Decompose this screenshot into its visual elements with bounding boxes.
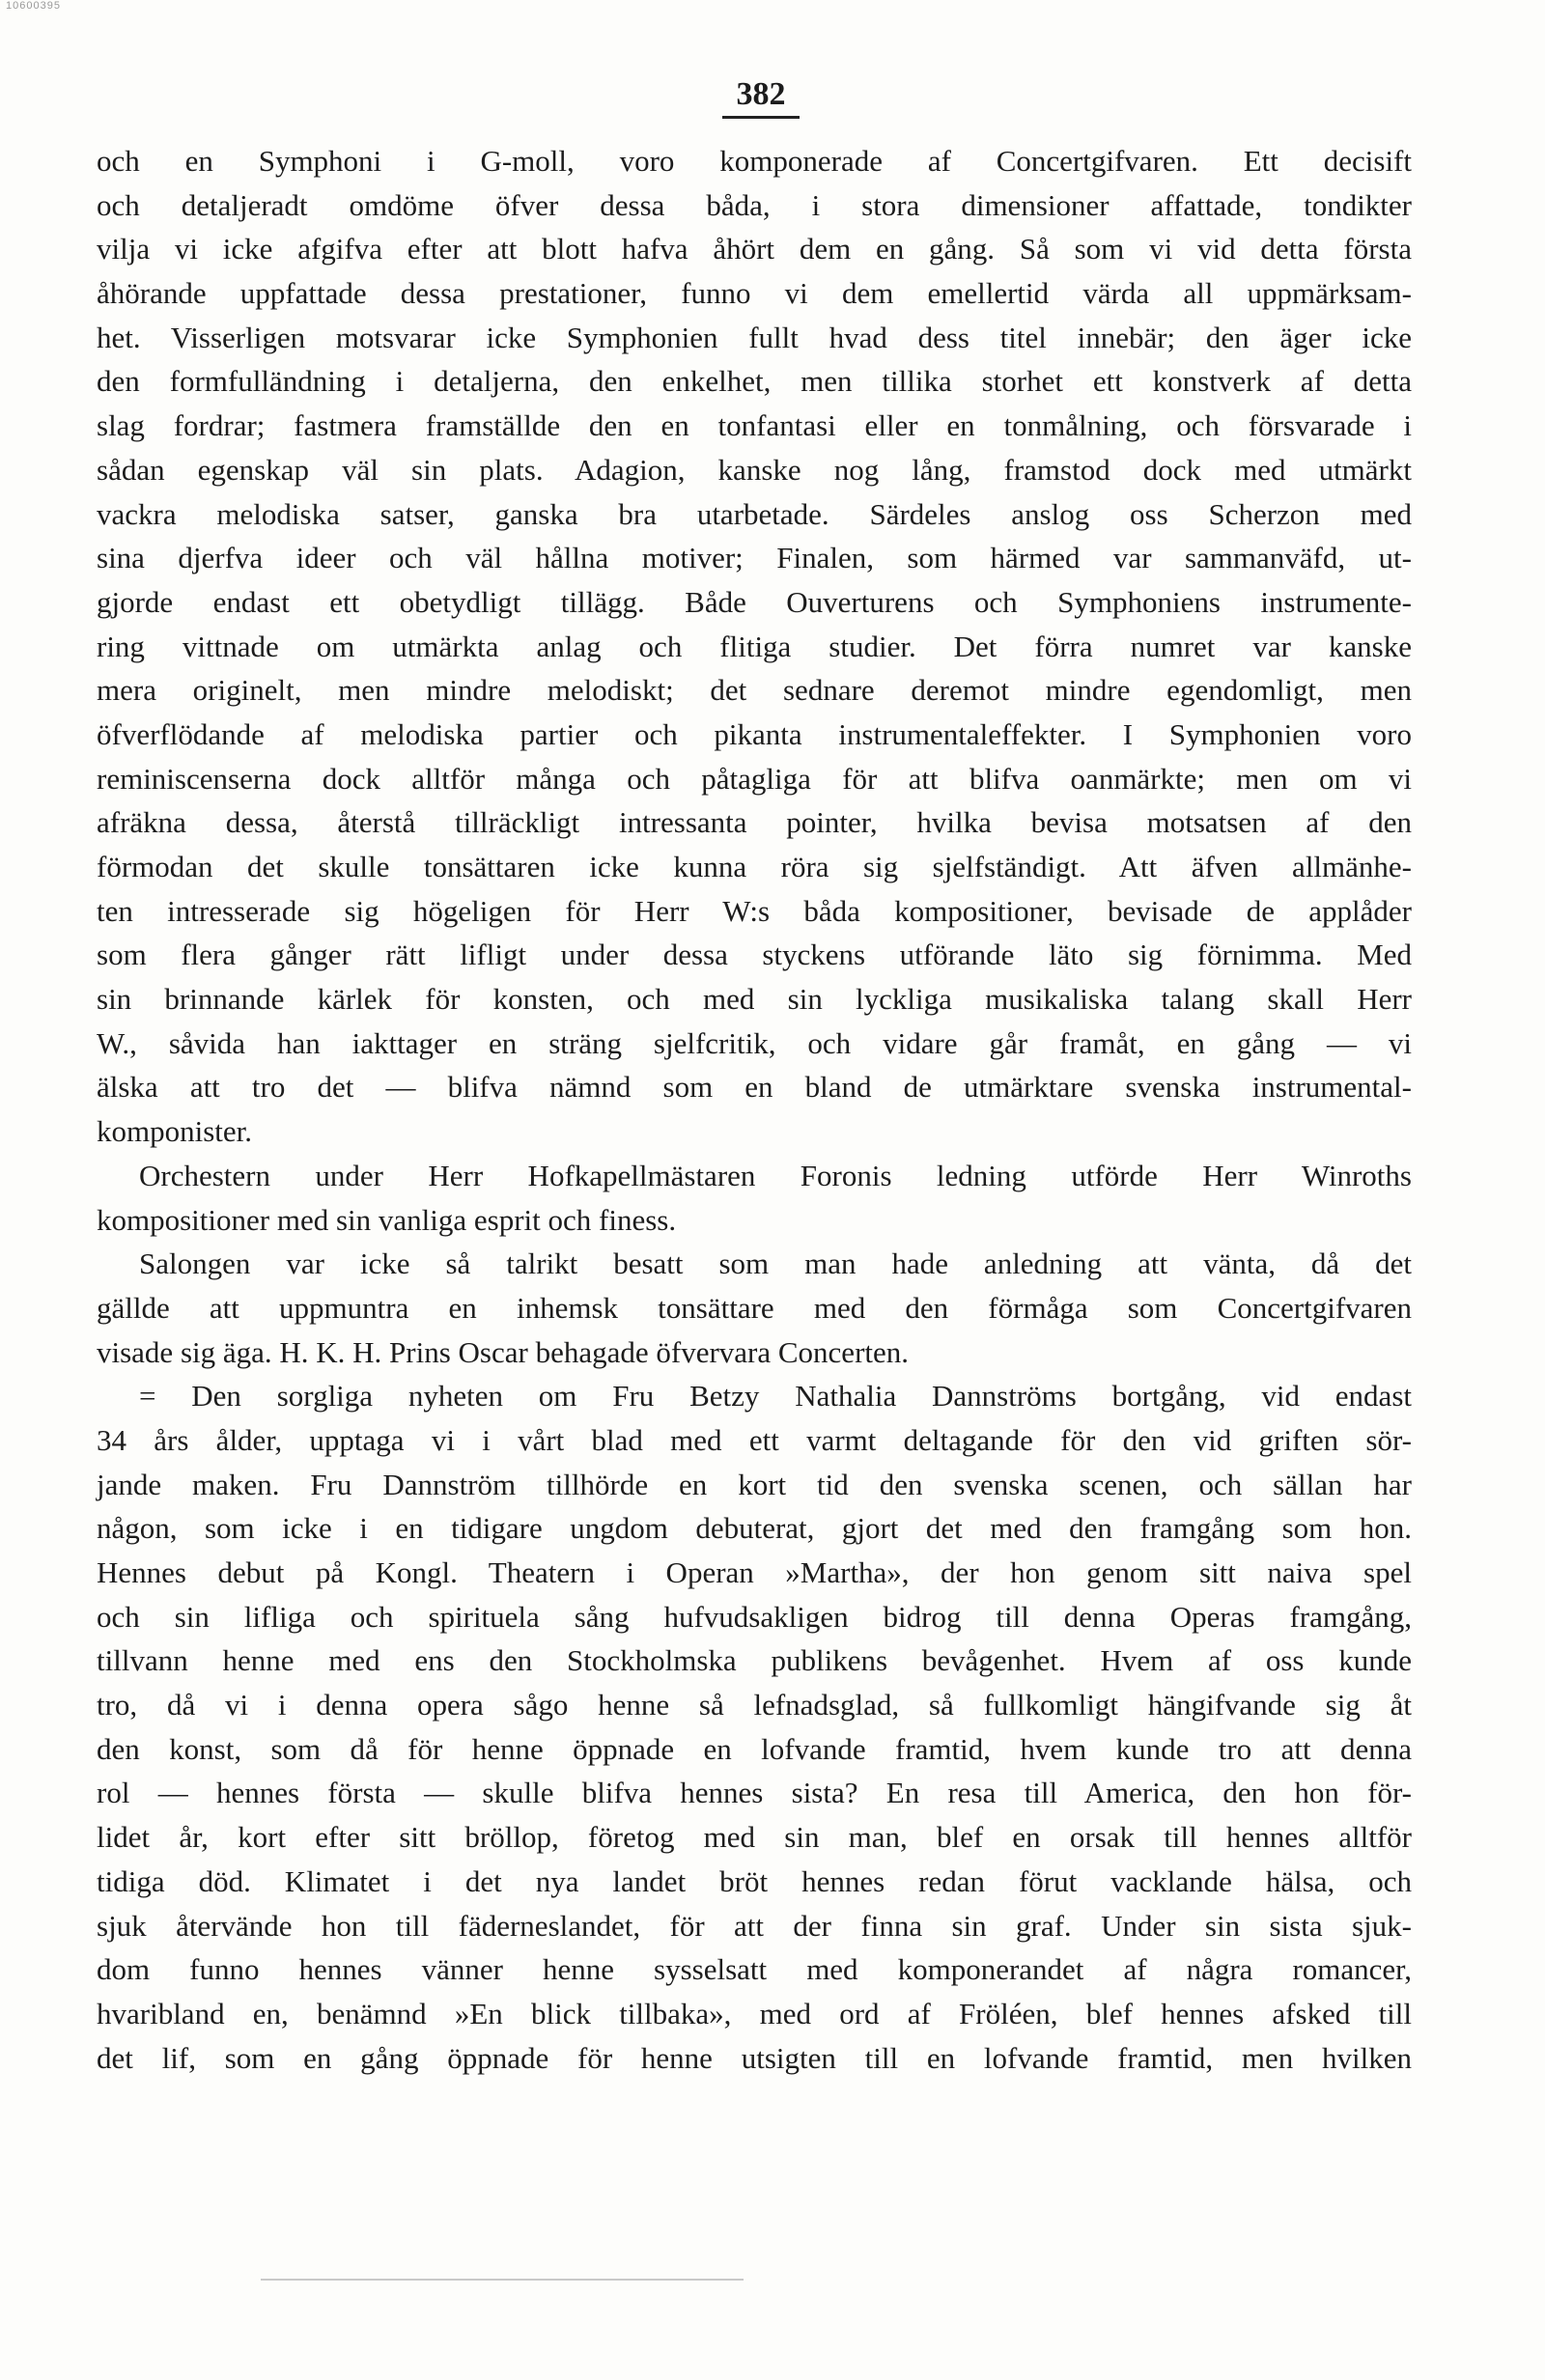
text-line: åhörande uppfattade dessa prestationer, funno vi dem emellertid värda all uppmärksam-: [97, 276, 1412, 311]
text-line: dom funno hennes vänner henne sysselsatt med komponerandet af några romancer,: [97, 1952, 1412, 1987]
text-line: som flera gånger rätt lifligt under dessa styckens utförande läto sig förnimma. Med: [97, 938, 1412, 972]
library-stamp: 10600395: [6, 0, 61, 12]
text-line: tidiga död. Klimatet i det nya landet bröt hennes redan förut vacklande hälsa, och: [97, 1863, 1412, 1898]
text-line: gjorde endast ett obetydligt tillägg. Både Ouverturens och Symphoniens instrumente-: [97, 584, 1412, 619]
text-line: slag fordrar; fastmera framställde den en tonfantasi eller en tonmålning, och försvarade i: [97, 408, 1412, 443]
text-line: gällde att uppmuntra en inhemsk tonsättare med den förmåga som Concertgifvaren: [97, 1290, 1412, 1325]
text-line: förmodan det skulle tonsättaren icke kunna röra sig sjelfständigt. Att äfven allmänhe-: [97, 850, 1412, 883]
text-line: sjuk återvände hon till fäderneslandet, för att der finna sin graf. Under sin sista sjuk-: [97, 1908, 1412, 1943]
text-line: rol — hennes första — skulle blifva hennes sista? En resa till America, den hon för-: [97, 1776, 1412, 1810]
text-line: tillvann henne med ens den Stockholmska publikens bevågenhet. Hvem af oss kunde: [97, 1643, 1412, 1678]
text-line: afräkna dessa, återstå tillräckligt intressanta pointer, hvilka bevisa motsatsen af den: [97, 805, 1412, 840]
text-line: het. Visserligen motsvarar icke Symphonien fullt hvad dess titel innebär; den äger icke: [97, 320, 1412, 354]
footer-rule: [261, 2279, 744, 2281]
text-line: sin brinnande kärlek för konsten, och med sin lyckliga musikaliska talang skall Herr: [97, 982, 1412, 1017]
text-line: och sin lifliga och spirituela sång hufvudsakligen bidrog till denna Operas framgång,: [97, 1599, 1412, 1634]
text-line: vackra melodiska satser, ganska bra utarbetade. Särdeles anslog oss Scherzon med: [97, 496, 1412, 531]
text-line: kompositioner med sin vanliga esprit och finess.: [97, 1202, 677, 1237]
page-number: 382: [722, 75, 800, 119]
text-line: sådan egenskap väl sin plats. Adagion, kanske nog lång, framstod dock med utmärkt: [97, 452, 1412, 487]
text-line: den konst, som då för henne öppnade en lofvande framtid, hvem kunde tro att denna: [97, 1731, 1412, 1766]
text-line: visade sig äga. H. K. H. Prins Oscar behagade öfvervara Concerten.: [97, 1334, 910, 1369]
text-line: och en Symphoni i G-moll, voro komponerade af Concertgifvaren. Ett decisift: [97, 144, 1412, 178]
text-line: Salongen var icke så talrikt besatt som man hade anledning att vänta, då det: [139, 1246, 1412, 1281]
text-line: tro, då vi i denna opera sågo henne så lefnadsglad, så fullkomligt hängifvande sig åt: [97, 1688, 1412, 1722]
text-line: Hennes debut på Kongl. Theatern i Operan »Martha», der hon genom sitt naiva spel: [97, 1555, 1412, 1589]
text-line: det lif, som en gång öppnade för henne utsigten till en lofvande framtid, men hvilken: [97, 2040, 1412, 2075]
text-line: den formfulländning i detaljerna, den enkelhet, men tillika storhet ett konstverk af detta: [97, 364, 1412, 399]
text-line: komponister.: [97, 1114, 253, 1149]
text-line: sina djerfva ideer och väl hållna motiver; Finalen, som härmed var sammanväfd, ut-: [97, 541, 1412, 575]
text-line: = Den sorgliga nyheten om Fru Betzy Nathalia Dannströms bortgång, vid endast: [139, 1379, 1412, 1414]
text-line: hvaribland en, benämnd »En blick tillbaka», med ord af Fröléen, blef hennes afsked till: [97, 1996, 1412, 2030]
text-line: ten intresserade sig högeligen för Herr W:s båda kompositioner, bevisade de applåder: [97, 893, 1412, 928]
text-line: 34 års ålder, upptaga vi i vårt blad med ett varmt deltagande för den vid griften sör-: [97, 1422, 1412, 1457]
text-line: mera originelt, men mindre melodiskt; det sednare deremot mindre egendomligt, men: [97, 673, 1412, 708]
text-line: Orchestern under Herr Hofkapellmästaren Foronis ledning utförde Herr Winroths: [139, 1158, 1412, 1192]
text-line: ring vittnade om utmärkta anlag och flitiga studier. Det förra numret var kanske: [97, 629, 1412, 663]
text-line: någon, som icke i en tidigare ungdom debuterat, gjort det med den framgång som hon.: [97, 1511, 1412, 1546]
text-line: jande maken. Fru Dannström tillhörde en kort tid den svenska scenen, och sällan har: [97, 1467, 1412, 1501]
text-line: reminiscenserna dock alltför många och påtagliga för att blifva oanmärkte; men om vi: [97, 761, 1412, 796]
text-line: älska att tro det — blifva nämnd som en bland de utmärktare svenska instrumental-: [97, 1070, 1412, 1105]
text-line: vilja vi icke afgifva efter att blott hafva åhört dem en gång. Så som vi vid detta första: [97, 232, 1412, 266]
text-line: lidet år, kort efter sitt bröllop, företog med sin man, blef en orsak till hennes alltför: [97, 1820, 1412, 1855]
text-line: och detaljeradt omdöme öfver dessa båda, i stora dimensioner affattade, tondikter: [97, 187, 1412, 222]
text-line: W., såvida han iakttager en sträng sjelfcritik, och vidare går framåt, en gång — vi: [97, 1025, 1412, 1060]
body-text: [97, 139, 1412, 2080]
text-line: öfverflödande af melodiska partier och pikanta instrumentaleffekter. I Symphonien voro: [97, 716, 1412, 751]
